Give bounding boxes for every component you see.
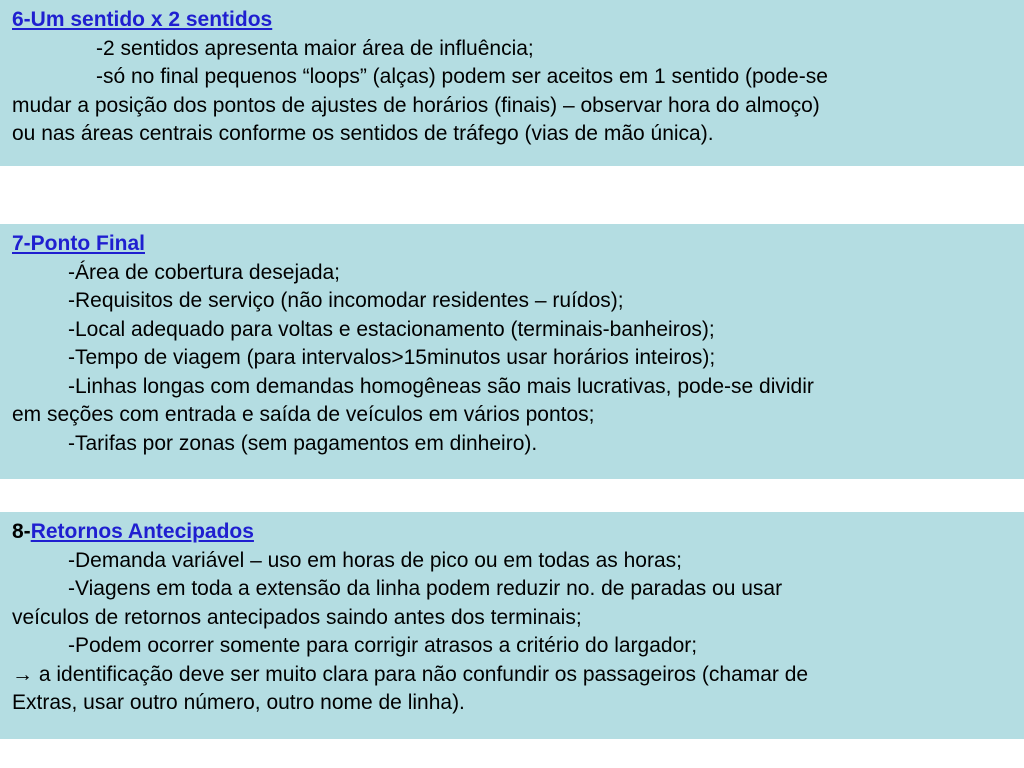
- section-7-title-link[interactable]: 7-Ponto Final: [12, 232, 145, 255]
- section-8-line: -Viagens em toda a extensão da linha podem reduzir no. de paradas ou usar: [68, 577, 783, 600]
- section-7-line: -Tarifas por zonas (sem pagamentos em dinheiro).: [68, 431, 538, 455]
- section-7-title[interactable]: [12, 230, 1012, 259]
- section-6-line: -só no final pequenos “loops” (alças) podem ser aceitos em 1 sentido (pode-se: [96, 65, 828, 88]
- section-6-title-link[interactable]: 6-Um sentido x 2 sentidos: [12, 8, 273, 31]
- section-7-line: -Área de cobertura desejada;: [68, 260, 341, 284]
- section-7-line: -Local adequado para voltas e estacionamento (terminais-banheiros);: [68, 317, 715, 341]
- section-6-box: [0, 0, 1024, 166]
- section-8-line: a identificação deve ser muito clara para não confundir os passageiros (chamar de: [38, 662, 809, 686]
- section-7-line: em seções com entrada e saída de veículos em vários pontos;: [12, 403, 595, 426]
- right-arrow-icon: →: [12, 662, 33, 686]
- section-8-line: -Podem ocorrer somente para corrigir atrasos a critério do largador;: [68, 634, 698, 657]
- section-8-line: Extras, usar outro número, outro nome de linha).: [12, 691, 465, 714]
- section-7-line: -Linhas longas com demandas homogêneas são mais lucrativas, pode-se dividir: [68, 374, 814, 398]
- section-7-line: -Tempo de viagem (para intervalos>15minutos usar horários inteiros);: [68, 346, 716, 369]
- section-8-line: -Demanda variável – uso em horas de pico ou em todas as horas;: [68, 548, 682, 572]
- section-7-box: [0, 224, 1024, 479]
- section-8-title-link[interactable]: Retornos Antecipados: [30, 520, 254, 543]
- section-8-title: [12, 518, 1012, 547]
- section-6-line: ou nas áreas centrais conforme os sentidos de tráfego (vias de mão única).: [12, 122, 714, 145]
- section-6-line: mudar a posição dos pontos de ajustes de horários (finais) – observar hora do almoço): [12, 93, 820, 117]
- section-8-line: veículos de retornos antecipados saindo antes dos terminais;: [12, 605, 582, 629]
- section-6-line: -2 sentidos apresenta maior área de influência;: [96, 36, 534, 60]
- section-8-box: [0, 512, 1024, 739]
- section-8-arrow-line: [12, 661, 1012, 690]
- section-8-title-prefix: 8-: [12, 520, 31, 543]
- section-6-title[interactable]: [12, 6, 1012, 35]
- section-7-line: -Requisitos de serviço (não incomodar residentes – ruídos);: [68, 289, 624, 312]
